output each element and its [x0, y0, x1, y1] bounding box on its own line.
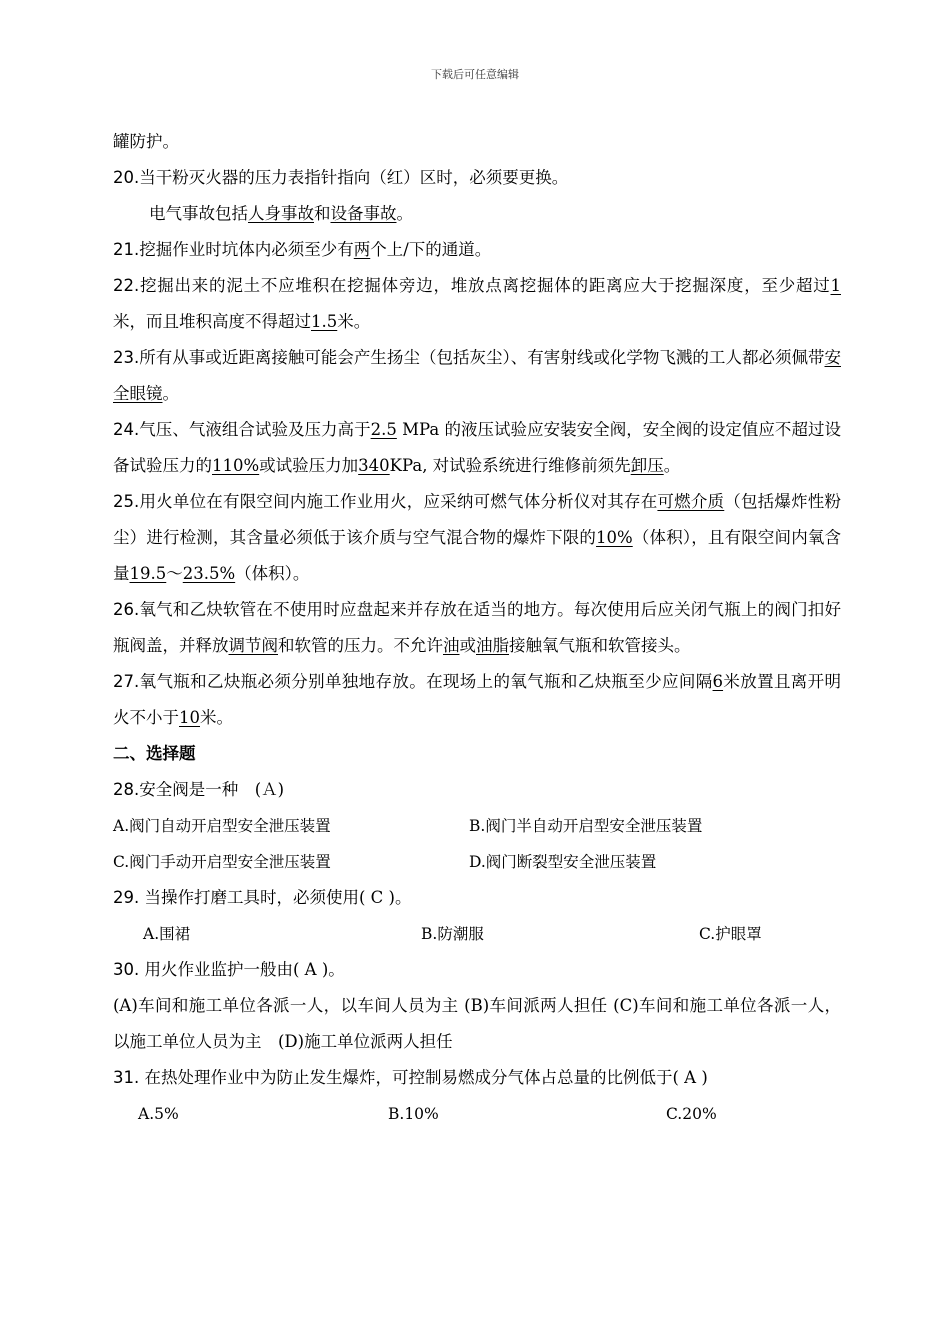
text: （包括爆炸性粉尘）进行检测，其含量必须低于该介质与空气混合物的爆炸下限的: [113, 492, 841, 547]
answer: 6: [712, 672, 724, 691]
item-number: 24.: [113, 420, 140, 439]
item-number: 22.: [113, 276, 140, 295]
text: 米，而且堆积高度不得超过: [113, 312, 311, 331]
text: 。: [663, 456, 681, 475]
item-number: 21.: [113, 240, 140, 259]
item-20: [113, 160, 841, 196]
answer: 油脂: [476, 636, 509, 655]
item-number: 20.: [113, 168, 140, 187]
answer: 19.5: [129, 564, 167, 583]
answer: 可燃介质: [657, 492, 725, 511]
item-number: 25.: [113, 492, 140, 511]
option: A.阀门自动开启型安全泄压装置: [113, 817, 331, 835]
item-29: [113, 880, 841, 916]
text: 米。: [200, 708, 233, 727]
answer: 设备事故: [330, 204, 397, 223]
item-25: [113, 484, 841, 592]
answer: 1: [830, 276, 841, 295]
section-heading: 二、选择题: [113, 744, 196, 763]
item-26: [113, 592, 841, 664]
text: 米。: [337, 312, 371, 331]
item-number: 28.: [113, 780, 140, 799]
item-30: [113, 952, 841, 988]
text: 挖掘作业时坑体内必须至少有: [139, 240, 354, 259]
text: 。: [162, 384, 179, 403]
text: 。: [396, 204, 413, 223]
item-24: [113, 412, 841, 484]
option: B.阀门半自动开启型安全泄压装置: [469, 817, 703, 835]
text: （体积），且有限空间内氧含量: [113, 528, 841, 583]
item-22: [113, 268, 841, 340]
answer: 油: [443, 636, 460, 655]
item-number: 26.: [113, 600, 140, 619]
text: 安全阀是一种 (Ａ): [139, 780, 285, 799]
text: 和软管的压力。不允许: [278, 636, 443, 655]
text: 当操作打磨工具时，必须使用( C )。: [144, 888, 412, 907]
item-21: [113, 232, 841, 268]
item-number: 23.: [113, 348, 140, 367]
option: B.防潮服: [421, 925, 484, 943]
answer: 安全眼镜: [113, 348, 841, 403]
answer: 2.5: [370, 420, 397, 439]
text: 电气事故包括: [149, 204, 248, 223]
option: A.围裙: [143, 925, 191, 943]
text: 个上/下的通道。: [370, 240, 492, 259]
text: 挖掘出来的泥土不应堆积在挖掘体旁边，堆放点离挖掘体的距离应大于挖掘深度，至少超过: [139, 276, 831, 295]
text: ～: [166, 564, 183, 583]
text: 所有从事或近距离接触可能会产生扬尘（包括灰尘）、有害射线或化学物飞溅的工人都必须佩带: [139, 348, 825, 367]
document-body: [113, 124, 841, 1132]
answer: 两: [353, 240, 371, 259]
answer: 人身事故: [248, 204, 314, 223]
text: 在热处理作业中为防止发生爆炸，可控制易燃成分气体占总量的比例低于( A ): [144, 1068, 708, 1087]
text: MPa 的液压试验应安装安全阀，安全阀的设定值应不超过设备试验压力的: [113, 420, 841, 475]
option: C.20%: [666, 1105, 717, 1123]
text: 用火作业监护一般由( A )。: [144, 960, 345, 979]
electric-accident-line: [113, 196, 841, 232]
item-23: [113, 340, 841, 412]
item-31: [113, 1060, 841, 1096]
item-text: 当干粉灭火器的压力表指针指向（红）区时，必须要更换。: [139, 168, 569, 187]
text: 或试验压力加: [259, 456, 359, 475]
item-number: 29.: [113, 888, 140, 907]
text: 接触氧气瓶和软管接头。: [509, 636, 691, 655]
item-number: 31.: [113, 1068, 140, 1087]
option: C.阀门手动开启型安全泄压装置: [113, 853, 331, 871]
options-row: [113, 844, 841, 880]
option: C.护眼罩: [699, 925, 762, 943]
options-row: [113, 916, 841, 952]
item-27: [113, 664, 841, 736]
options-row: [113, 1096, 841, 1132]
item-number: 27.: [113, 672, 140, 691]
text: 米放置且离开明火不小于: [113, 672, 841, 727]
page-header: 下载后可任意编辑: [431, 68, 519, 81]
item-28: [113, 772, 841, 808]
answer: 10: [179, 708, 200, 727]
answer: 调节阀: [228, 636, 278, 655]
answer: 110%: [212, 456, 260, 475]
text: 气压、气液组合试验及压力高于: [139, 420, 371, 439]
text: 或: [459, 636, 476, 655]
option: B.10%: [388, 1105, 439, 1123]
option: A.5%: [138, 1105, 179, 1123]
text: 氧气瓶和乙炔瓶必须分别单独地存放。在现场上的氧气瓶和乙炔瓶至少应间隔: [139, 672, 713, 691]
answer: 23.5%: [182, 564, 236, 583]
answer: 卸压: [630, 456, 664, 475]
text: KPa, 对试验系统进行维修前须先: [389, 456, 631, 475]
answer: 340: [358, 456, 390, 475]
item-number: 30.: [113, 960, 140, 979]
text: 和: [314, 204, 331, 223]
options-row: [113, 808, 841, 844]
text: 用火单位在有限空间内施工作业用火，应采纳可燃气体分析仪对其存在: [139, 492, 658, 511]
text: （体积）。: [235, 564, 310, 583]
continuation-line: 罐防护。: [113, 132, 179, 151]
answer: 10%: [596, 528, 633, 547]
option: D.阀门断裂型安全泄压装置: [469, 853, 657, 871]
text: 氧气和乙炔软管在不使用时应盘起来并存放在适当的地方。每次使用后应关闭气瓶上的阀门扣好瓶阀盖，并释放: [113, 600, 841, 655]
answer: 1.5: [311, 312, 338, 331]
item-30-options: (A)车间和施工单位各派一人，以车间人员为主 (B)车间派两人担任 (C)车间和施工单位各派一人，以施工单位人员为主 (D)施工单位派两人担任: [113, 996, 841, 1051]
